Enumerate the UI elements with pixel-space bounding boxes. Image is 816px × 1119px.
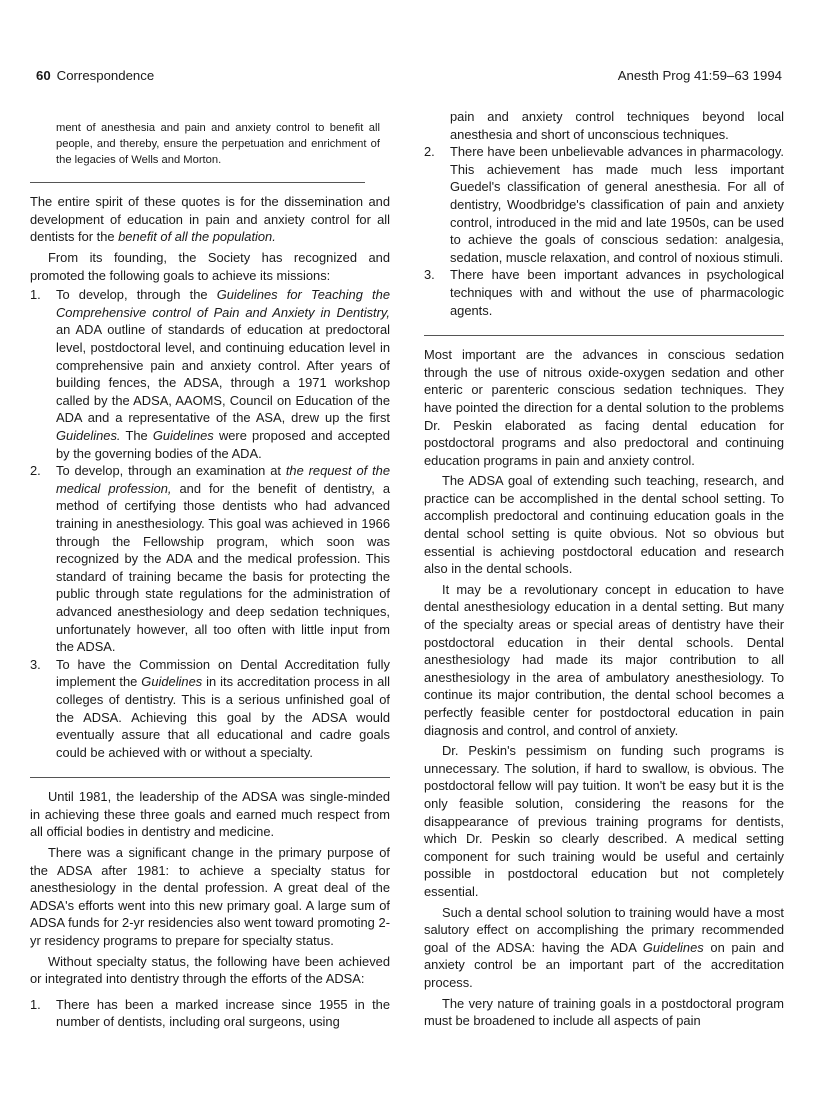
page-number: 60 xyxy=(36,68,51,83)
achievements-list-continued xyxy=(424,143,784,319)
right-column xyxy=(424,108,784,1030)
paragraph-adsa-goal: The ADSA goal of extending such teaching, research, and practice can be accomplished in the dental school setting. To accomplish predoctoral and continuing education goals in the dental school setting is quite obvious. Not so obvious but essential is achieving postdoctoral education and research also in the dental schools. xyxy=(424,473,784,577)
block-quote: ment of anesthesia and pain and anxiety control to benefit all people, and thereby, ensure the perpetuation and enrichment of the legacies of Wells and Morton. xyxy=(56,122,380,167)
paragraph-training-goals: The very nature of training goals in a postdoctoral program must be broadened to include all aspects of pain xyxy=(424,995,784,1029)
paragraph-funding: Dr. Peskin's pessimism on funding such programs is unnecessary. The solution, if hard to swallow, is obvious. The postdoctoral fellow will pay tuition. It won't be easy but it is the only feasible solution, considering the reasons for the disappearance of previous training programs for dentists, which Dr. Peskin so clearly described. A medical setting component for such training would be useful and certainly possible in postdoctoral education but not completely essential. xyxy=(424,743,784,899)
section-title: Correspondence xyxy=(56,68,155,83)
paragraph-founding: From its founding, the Society has recognized and promoted the following goals to achieve its missions: xyxy=(30,250,390,283)
left-column xyxy=(30,108,390,1031)
paragraph-without-specialty: Without specialty status, the following have been achieved or integrated into dentistry through the efforts of the ADSA: xyxy=(30,953,390,987)
achievement-item-3: 3. There have been important advances in psychological techniques with and without the use of pharmacologic agents. xyxy=(424,267,784,318)
goal-item-1: 1. To develop, through the Guidelines for Teaching the Comprehensive control of Pain and Anxiety in Dentistry, an ADA outline of standards of education at predoctoral level, postdoctoral level, and continuing education level in comprehensive pain and anxiety control. After years of building fences, the ADSA, through a 1971 workshop called by the ADSA, AAOMS, Council on Education of the ADA and a representative of the ASA, drew up the first Guidelines. The Guidelines were proposed and accepted by the governing bodies of the ADA. xyxy=(30,287,390,461)
achievement-item-2: 2. There have been unbelievable advances in pharmacology. This achievement has made much less important Guedel's classification of general anesthesia. For all of dentistry, Woodbridge's classification of pain and anxiety control, introduced in the mid and late 1950s, can be used to achieve the goals of conscious sedation: analgesia, sedation, muscle relaxation, and control of noxious stimuli. xyxy=(424,144,784,265)
goal-item-2: 2. To develop, through an examination at the request of the medical profession, and for the benefit of dentistry, a method of certifying those dentists who had advanced training in anesthesiology. This goal was achieved in 1966 through the Fellowship program, which soon was recognized by the ADA and the medical profession. This standard of training became the basis for protecting the public through state regulations for the administration of advanced anesthesiology and deep sedation techniques, unfortunately however, all too often with little input from the ADSA. xyxy=(30,463,390,655)
achievement-item-1-continued: pain and anxiety control techniques beyond local anesthesia and short of unconscious techniques. xyxy=(450,109,784,142)
page-header xyxy=(36,68,782,86)
paragraph-significant-change: There was a significant change in the primary purpose of the ADSA after 1981: to achieve a specialty status for anesthesiology in the dental profession. A great deal of the ADSA's efforts went into this new primary goal. A large sum of ADSA funds for 2-yr residencies also went toward promoting 2-yr residency programs to prepare for specialty status. xyxy=(30,845,390,949)
paragraph-spirit: The entire spirit of these quotes is for the dissemination and development of education in pain and anxiety control for all dentists for the benefit of all the population. xyxy=(30,194,390,245)
paragraph-until-1981: Until 1981, the leadership of the ADSA was single-minded in achieving these three goals and earned much respect from all official bodies in dentistry and medicine. xyxy=(30,789,390,840)
goals-list xyxy=(30,286,390,761)
section-divider-right xyxy=(424,335,784,336)
journal-citation: Anesth Prog 41:59–63 1994 xyxy=(617,68,782,83)
paragraph-revolutionary: It may be a revolutionary concept in education to have dental anesthesiology education in a dental setting. But many of the specialty areas or special areas of dentistry have their postdoctoral education in their dental schools. Dental anesthesiology had made its major contribution to all anesthesiology in the area of ambulatory anesthesiology. To continue its major contribution, the dental school becomes a perfectly feasible center for postdoctoral education in pain diagnosis and control, and control of anxiety. xyxy=(424,581,784,738)
achievement-item-1: 1. There has been a marked increase since 1955 in the number of dentists, including oral surgeons, using xyxy=(30,996,390,1030)
quote-divider xyxy=(30,182,365,183)
section-divider-left xyxy=(30,777,390,778)
achievements-list xyxy=(30,996,390,1031)
paragraph-most-important: Most important are the advances in conscious sedation through the use of nitrous oxide-oxygen sedation and other enteric or parenteric conscious sedation techniques. They have pointed the direction for a dental solution to the problems Dr. Peskin elaborated as facing dental education for postdoctoral programs and also predoctoral and continuing education programs in pain and anxiety control. xyxy=(424,347,784,468)
paragraph-dental-school-solution: Such a dental school solution to training would have a most salutory effect on accomplishing the primary recommended goal of the ADSA: having the ADA Guidelines on pain and anxiety control be an important part of the accreditation process. xyxy=(424,904,784,990)
goal-item-3: 3. To have the Commission on Dental Accreditation fully implement the Guidelines in its accreditation process in all colleges of dentistry. This is a serious unfinished goal of the ADSA. Achieving this goal by the ADSA would eventually assure that all educational and cadre goals could be achieved with or without a specialty. xyxy=(30,656,391,760)
